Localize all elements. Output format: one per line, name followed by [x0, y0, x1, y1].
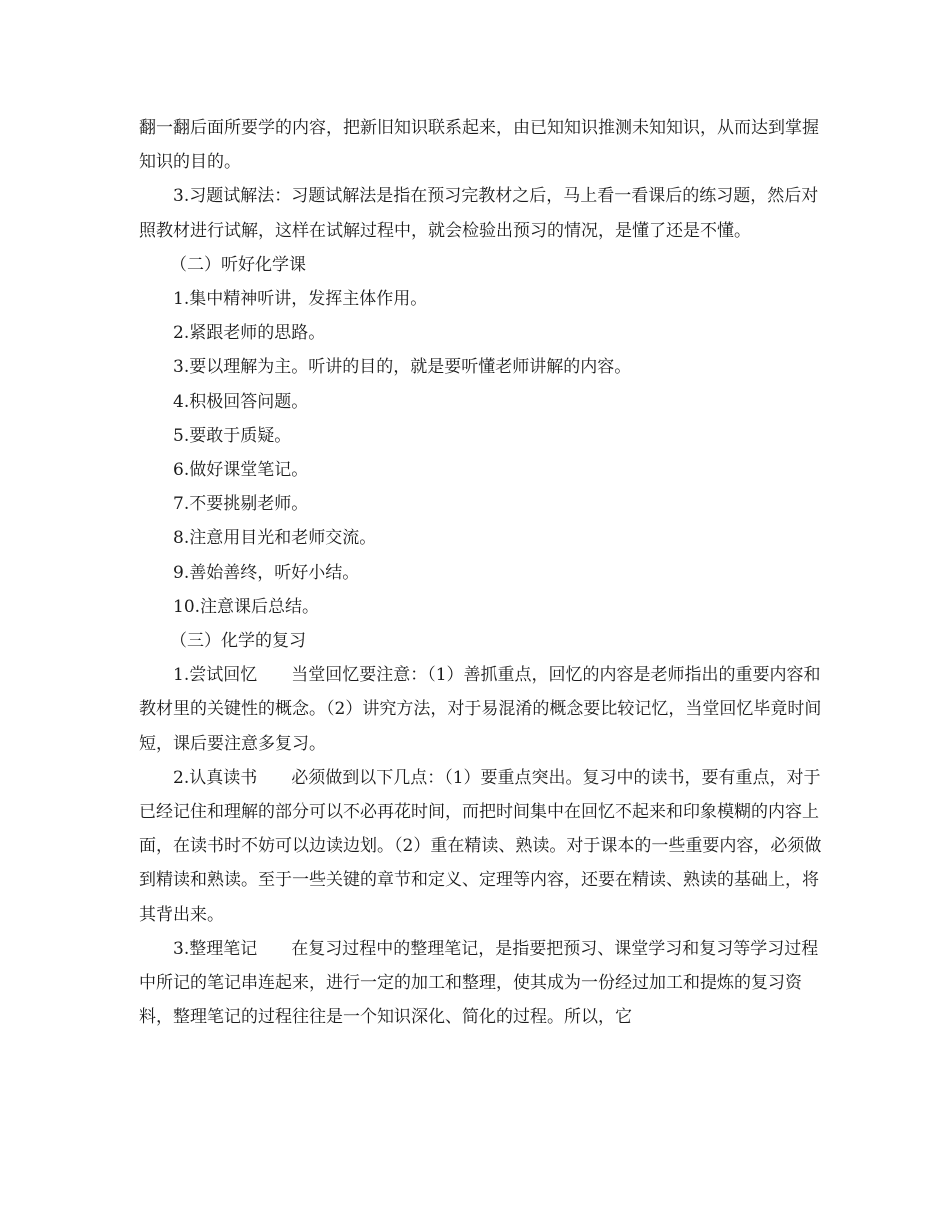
paragraph-review-recall: 1.尝试回忆 当堂回忆要注意：（1）善抓重点，回忆的内容是老师指出的重要内容和教材里的关键性的概念。（2）讲究方法，对于易混淆的概念要比较记忆，当堂回忆毕竟时间短，课后要注意多复习。: [139, 665, 822, 754]
section-heading-review: （三）化学的复习: [170, 631, 306, 652]
list-item: 9.善始善终，听好小结。: [173, 562, 360, 583]
paragraph-review-notes: 3.整理笔记 在复习过程中的整理笔记，是指要把预习、课堂学习和复习等学习过程中所记的笔记串连起来，进行一定的加工和整理，使其成为一份经过加工和提炼的复习资料，整理笔记的过程往往是一个知识深化、简化的过程。所以，它: [139, 938, 819, 1028]
list-item: 8.注意用目光和老师交流。: [173, 528, 377, 549]
paragraph-exercise-method: 3.习题试解法：习题试解法是指在预习完教材之后，马上看一看课后的练习题，然后对照教材进行试解，这样在试解过程中，就会检验出预习的情况，是懂了还是不懂。: [139, 186, 819, 241]
list-item: 2.紧跟老师的思路。: [173, 323, 326, 344]
document-body: [139, 111, 825, 1034]
list-item: 5.要敢于质疑。: [173, 425, 292, 446]
paragraph-preview-continued: 翻一翻后面所要学的内容，把新旧知识联系起来，由已知知识推测未知知识，从而达到掌握知识的目的。: [139, 118, 819, 173]
list-item: 1.集中精神听讲，发挥主体作用。: [173, 289, 428, 310]
list-item: 4.积极回答问题。: [173, 391, 309, 412]
list-item: 7.不要挑剔老师。: [173, 494, 309, 515]
section-heading-listen: （二）听好化学课: [170, 254, 306, 275]
paragraph-review-reading: 2.认真读书 必须做到以下几点：（1）要重点突出。复习中的读书，要有重点，对于已经记住和理解的部分可以不必再花时间，而把时间集中在回忆不起来和印象模糊的内容上面，在读书时不妨可以边读边划。（2）重在精读、熟读。对于课本的一些重要内容，必须做到精读和熟读。至于一些关键的章节和定义、定理等内容，还要在精读、熟读的基础上，将其背出来。: [139, 767, 822, 925]
list-item: 6.做好课堂笔记。: [173, 460, 309, 481]
list-item: 10.注意课后总结。: [173, 596, 320, 617]
list-item: 3.要以理解为主。听讲的目的，就是要听懂老师讲解的内容。: [173, 357, 632, 378]
